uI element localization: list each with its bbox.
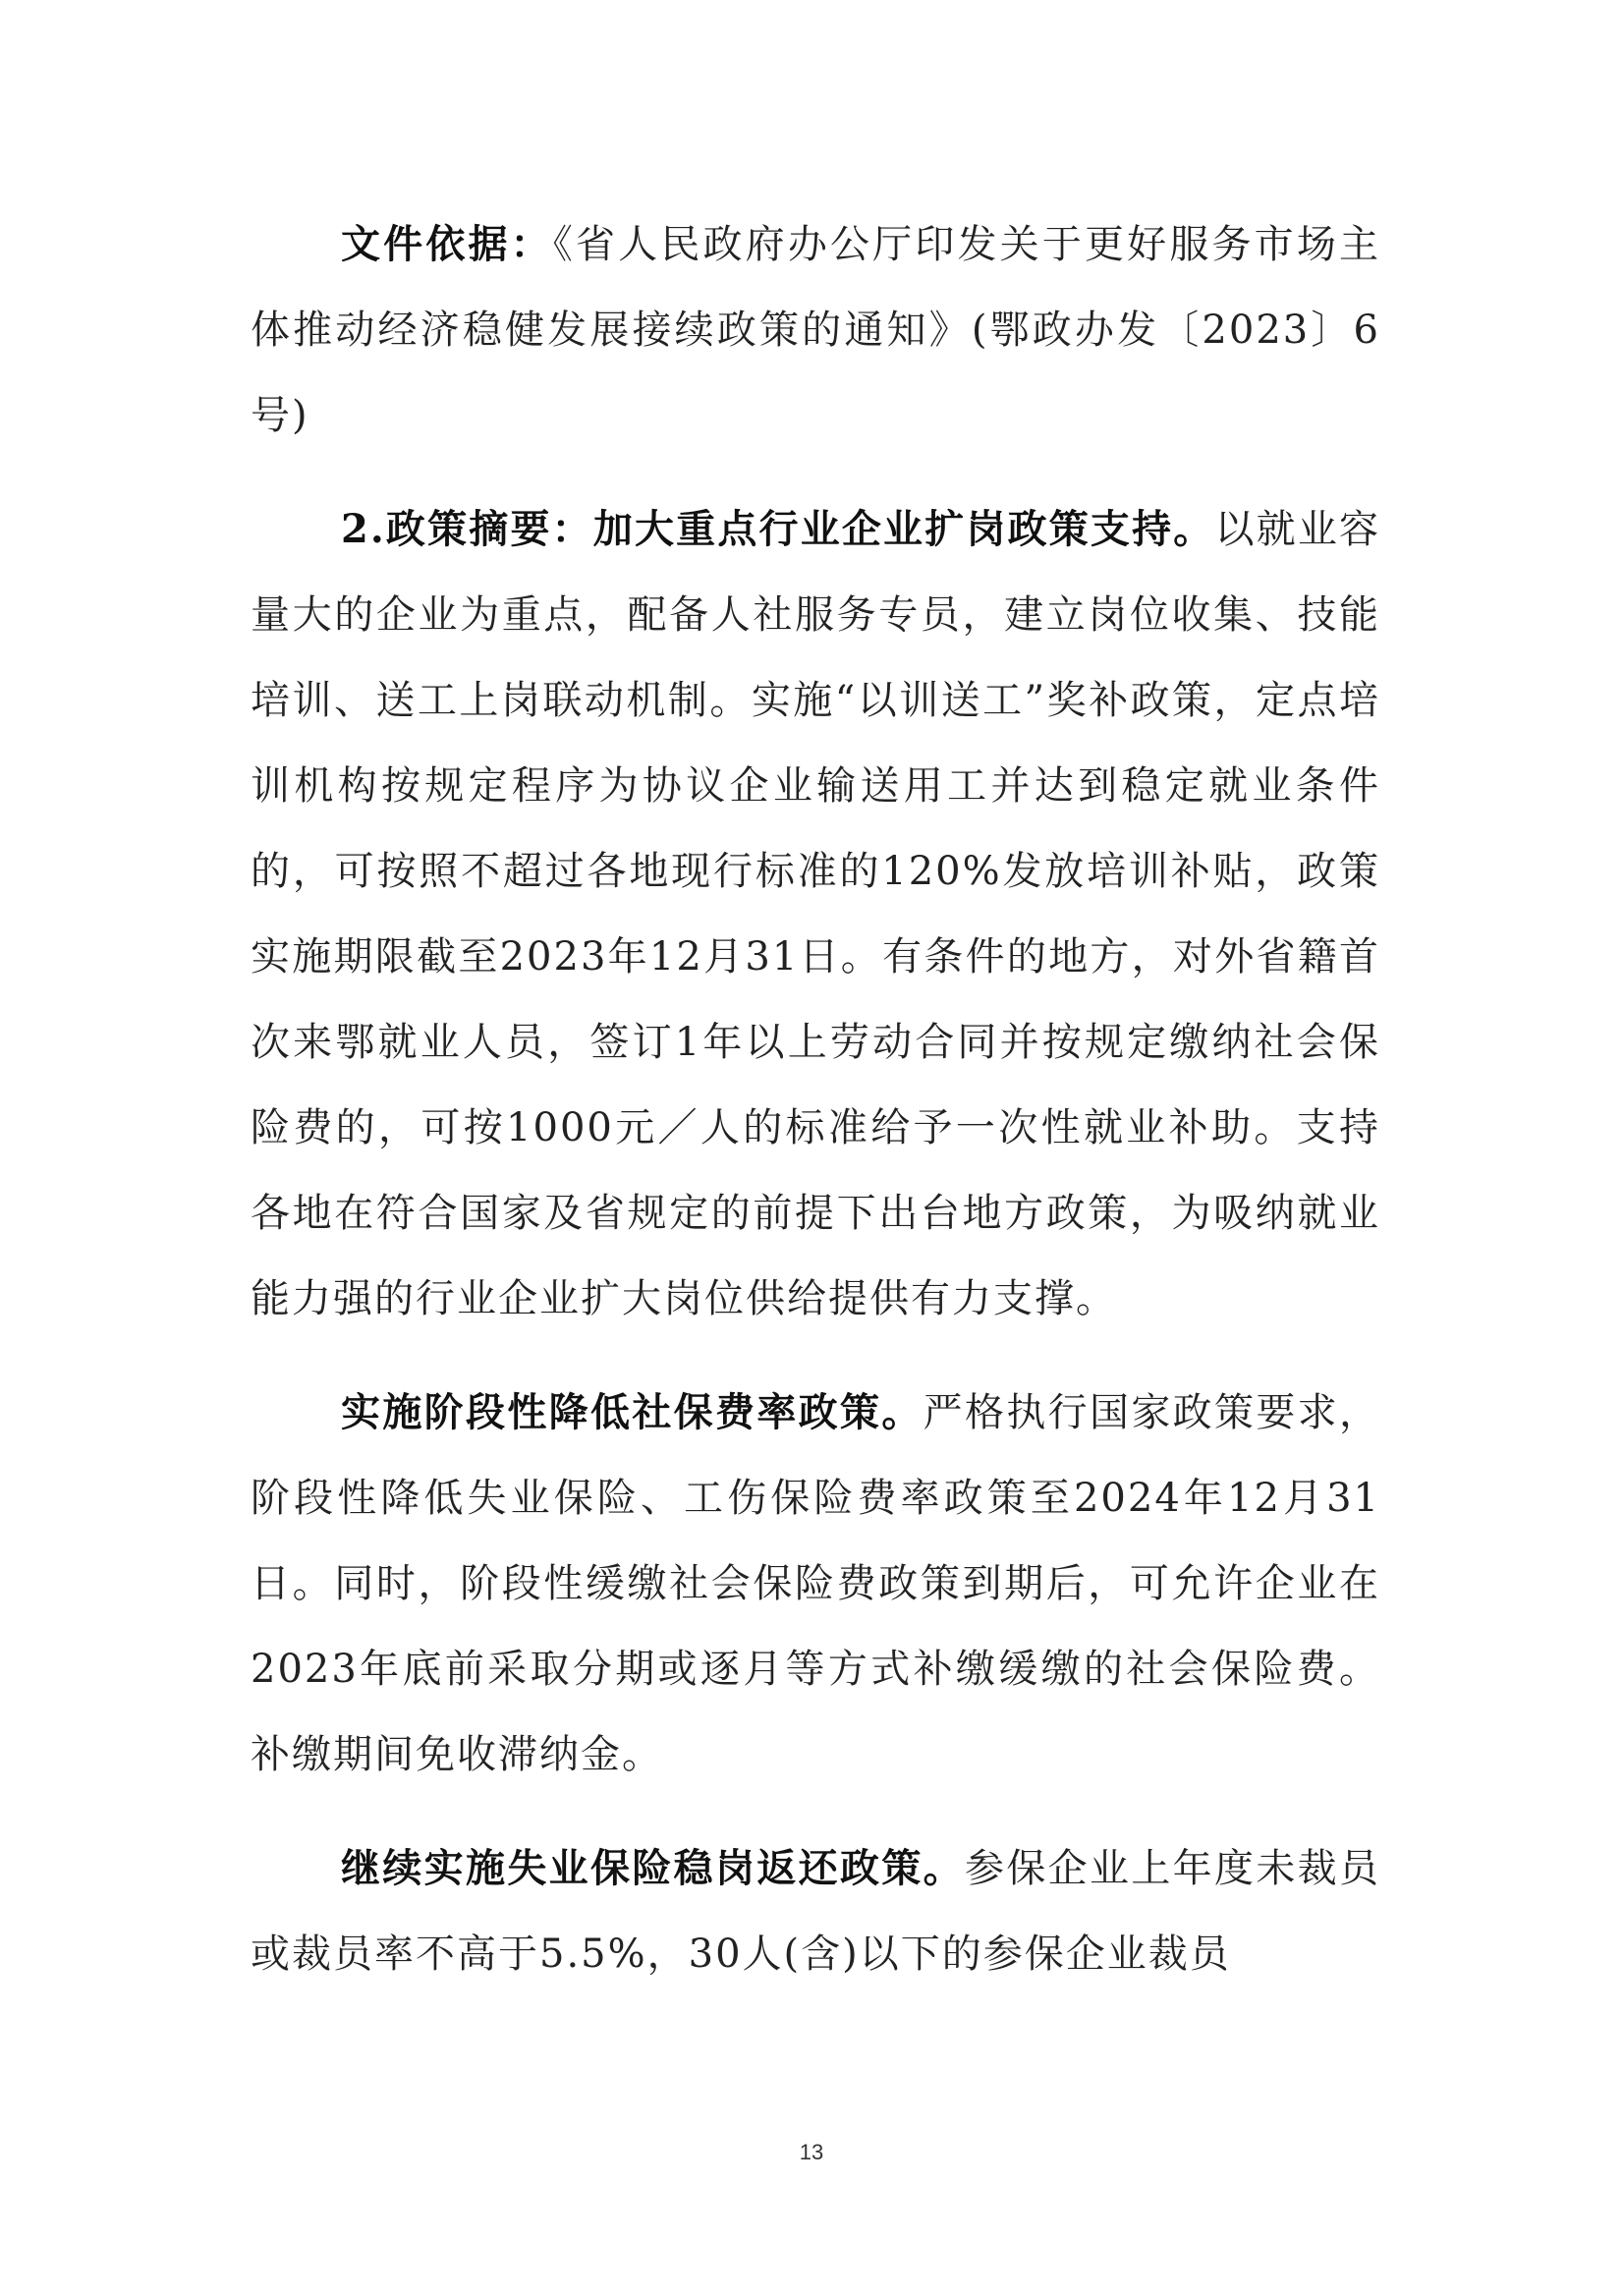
paragraph-heading: 实施阶段性降低社保费率政策。 [341, 1389, 923, 1435]
paragraph-text: 《省人民政府办公厅印发关于更好服务市场主体推动经济稳健发展接续政策的通知》(鄂政办发〔2023〕6号) [251, 222, 1381, 438]
document-body [251, 201, 1380, 1997]
paragraph-heading: 文件依据： [341, 221, 553, 267]
page-number: 13 [799, 2140, 824, 2164]
paragraph-text: 以就业容量大的企业为重点，配备人社服务专员，建立岗位收集、技能培训、送工上岗联动机制。实施“以训送工”奖补政策，定点培训机构按规定程序为协议企业输送用工并达到稳定就业条件的，可按照不超过各地现行标准的120%发放培训补贴，政策实施期限截至2023年12月31日。有条件的地方，对外省籍首次来鄂就业人员，签订1年以上劳动合同并按规定缴纳社会保险费的，可按1000元／人的标准给予一次性就业补助。支持各地在符合国家及省规定的前提下出台地方政策，为吸纳就业能力强的行业企业扩大岗位供给提供有力支撑。 [251, 507, 1380, 1321]
paragraph-text: 严格执行国家政策要求，阶段性降低失业保险、工伤保险费率政策至2024年12月31日。同时，阶段性缓缴社会保险费政策到期后，可允许企业在2023年底前采取分期或逐月等方式补缴缓缴的社会保险费。补缴期间免收滞纳金。 [251, 1390, 1381, 1777]
paragraph-unemployment-insurance [251, 1825, 1380, 1997]
paragraph-social-insurance-rate [251, 1370, 1380, 1798]
paragraph-heading: 2.政策摘要：加大重点行业企业扩岗政策支持。 [341, 506, 1215, 552]
paragraph-heading: 继续实施失业保险稳岗返还政策。 [341, 1845, 965, 1891]
paragraph-file-basis [251, 201, 1380, 459]
paragraph-policy-summary [251, 486, 1380, 1342]
paragraph-text: 参保企业上年度未裁员或裁员率不高于5.5%，30人(含)以下的参保企业裁员 [251, 1846, 1380, 1977]
